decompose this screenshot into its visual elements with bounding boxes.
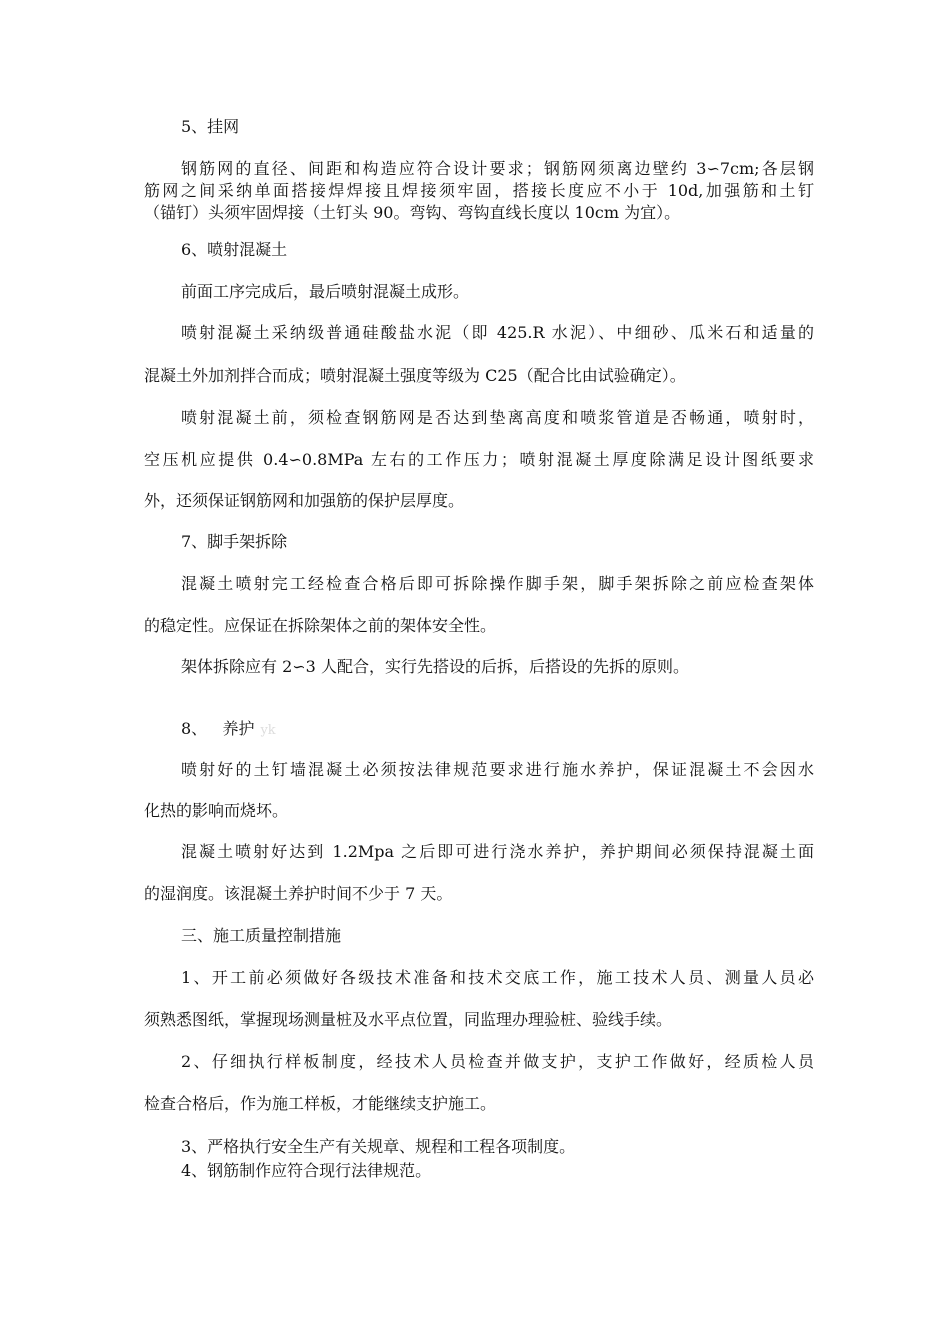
paragraph-line: 空压机应提供 0.4∽0.8MPa 左右的工作压力；喷射混凝土厚度除满足设计图纸要求 xyxy=(144,450,814,469)
paragraph-line: 喷射混凝土前，须检查钢筋网是否达到垫离高度和喷浆管道是否畅通，喷射时， xyxy=(181,408,814,427)
paragraph-line: 化热的影响而烧坏。 xyxy=(144,801,289,820)
section-heading-8 xyxy=(181,719,276,741)
paragraph-line: 喷射好的土钉墙混凝土必须按法律规范要求进行施水养护，保证混凝土不会因水 xyxy=(181,760,814,779)
paragraph-line: 的湿润度。该混凝土养护时间不少于 7 天。 xyxy=(144,884,453,903)
paragraph-line: 须熟悉图纸，掌握现场测量桩及水平点位置，同监理办理验桩、验线手续。 xyxy=(144,1010,673,1029)
paragraph-line: 架体拆除应有 2∽3 人配合，实行先搭设的后拆，后搭设的先拆的原则。 xyxy=(181,657,689,676)
paragraph-line: 2、仔细执行样板制度，经技术人员检查并做支护，支护工作做好，经质检人员 xyxy=(181,1052,814,1071)
section-heading-8-label: 8、 养护 xyxy=(181,719,255,738)
paragraph-line: 1、开工前必须做好各级技术准备和技术交底工作，施工技术人员、测量人员必 xyxy=(181,968,814,987)
paragraph-line: 3、严格执行安全生产有关规章、规程和工程各项制度。 xyxy=(181,1137,576,1156)
section-heading-6: 6、喷射混凝土 xyxy=(181,240,288,259)
paragraph-line: 的稳定性。应保证在拆除架体之前的架体安全性。 xyxy=(144,616,497,635)
paragraph-line: 混凝土喷射好达到 1.2Mpa 之后即可进行浇水养护，养护期间必须保持混凝土面 xyxy=(181,842,814,861)
paragraph-line: 筋网之间采纳单面搭接焊焊接且焊接须牢固，搭接长度应不小于 10d,加强筋和土钉 xyxy=(144,181,814,200)
paragraph-line: 混凝土喷射完工经检查合格后即可拆除操作脚手架，脚手架拆除之前应检查架体 xyxy=(181,574,814,593)
faint-mark: yk xyxy=(260,723,276,738)
paragraph-line: 4、钢筋制作应符合现行法律规范。 xyxy=(181,1161,432,1180)
paragraph-line: （锚钉）头须牢固焊接（土钉头 90。弯钩、弯钩直线长度以 10cm 为宜）。 xyxy=(144,203,681,222)
section-heading-3: 三、施工质量控制措施 xyxy=(181,926,342,945)
paragraph-line: 喷射混凝土采纳级普通硅酸盐水泥（即 425.R 水泥）、中细砂、瓜米石和适量的 xyxy=(181,323,814,342)
paragraph-line: 检查合格后，作为施工样板，才能继续支护施工。 xyxy=(144,1094,497,1113)
paragraph-line: 混凝土外加剂拌合而成；喷射混凝土强度等级为 C25（配合比由试验确定）。 xyxy=(144,366,686,385)
paragraph-line: 外，还须保证钢筋网和加强筋的保护层厚度。 xyxy=(144,491,465,510)
paragraph-line: 前面工序完成后，最后喷射混凝土成形。 xyxy=(181,282,470,301)
section-heading-5: 5、挂网 xyxy=(181,117,240,136)
paragraph-line: 钢筋网的直径、间距和构造应符合设计要求；钢筋网须离边壁约 3∽7cm;各层钢 xyxy=(181,159,814,178)
section-heading-7: 7、脚手架拆除 xyxy=(181,532,288,551)
